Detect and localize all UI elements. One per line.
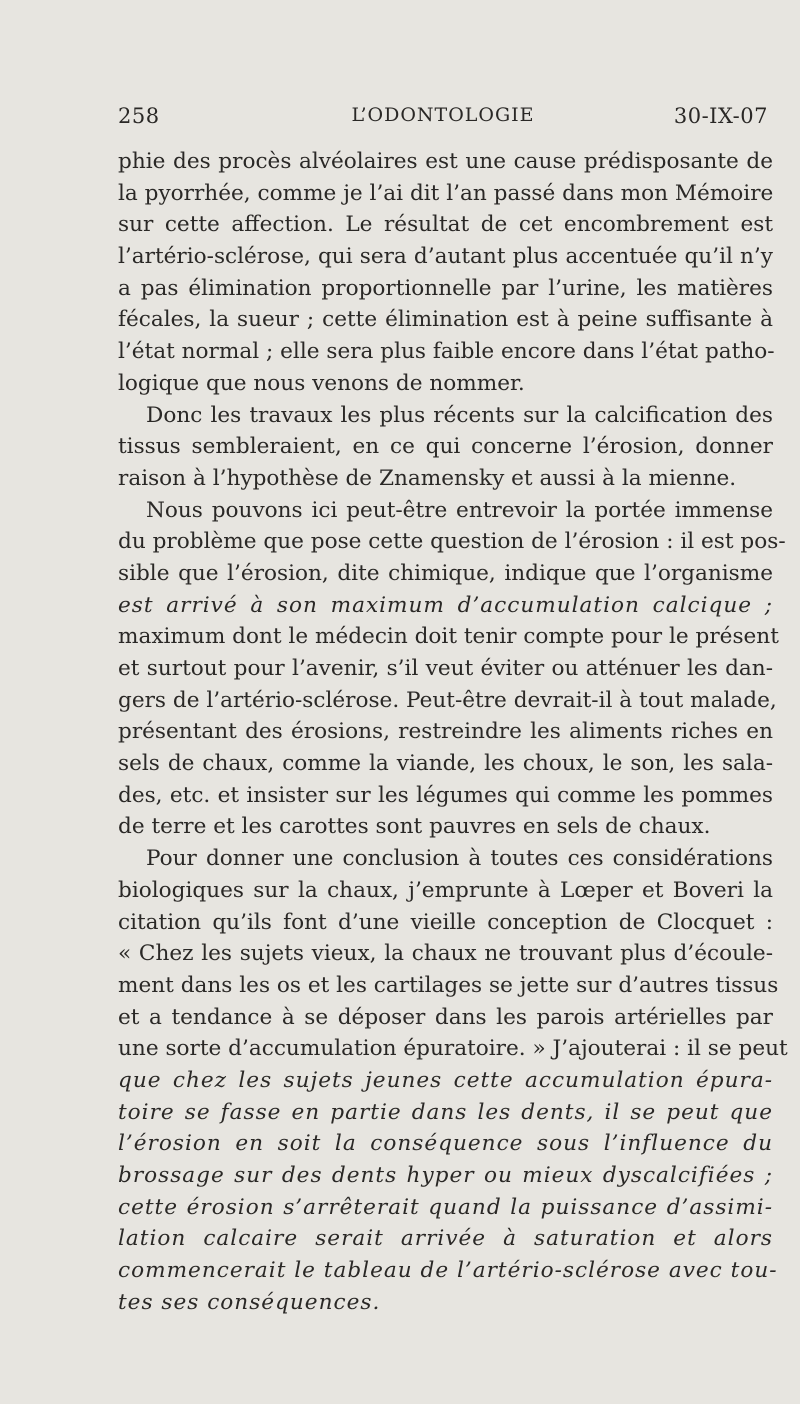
text-line: est arrivé à son maximum d’accumulation calcique ; [118, 592, 773, 618]
text-line: biologiques sur la chaux, j’emprunte à Lœper et Boveri la [118, 877, 773, 903]
text-line: sels de chaux, comme la viande, les choux, le son, les sala- [118, 751, 773, 777]
text-line: logique que nous venons de nommer. [118, 370, 525, 396]
body-text [118, 146, 788, 1318]
text-line: de terre et les carottes sont pauvres en sels de chaux. [118, 814, 711, 840]
text-line: présentant des érosions, restreindre les aliments riches en [118, 719, 773, 745]
running-header [118, 104, 768, 138]
text-line: gers de l’artério-sclérose. Peut-être devrait-il à tout malade, [118, 687, 777, 713]
text-line: citation qu’ils font d’une vieille conception de Clocquet : [118, 909, 773, 935]
text-line: a pas élimination proportionnelle par l’urine, les matières [118, 275, 773, 301]
text-line: lation calcaire serait arrivée à saturation et alors [118, 1226, 773, 1252]
text-line: tissus sembleraient, en ce qui concerne l’érosion, donner [118, 434, 773, 460]
text-line: Nous pouvons ici peut-être entrevoir la portée immense [146, 497, 773, 523]
text-line: commencerait le tableau de l’artério-sclérose avec tou- [118, 1258, 778, 1284]
text-line: maximum dont le médecin doit tenir compte pour le présent [118, 624, 779, 650]
journal-title: L’ODONTOLOGIE [351, 104, 535, 126]
page-number: 258 [118, 104, 160, 128]
text-line: toire se fasse en partie dans les dents, il se peut que [118, 1099, 773, 1125]
text-line: l’érosion en soit la conséquence sous l’influence du [118, 1131, 773, 1157]
text-line: la pyorrhée, comme je l’ai dit l’an passé dans mon Mémoire [118, 180, 774, 206]
text-line: et a tendance à se déposer dans les parois artérielles par [118, 1004, 773, 1030]
text-line: sible que l’érosion, dite chimique, indique que l’organisme [118, 560, 773, 586]
text-line: fécales, la sueur ; cette élimination est à peine suffisante à [118, 307, 773, 333]
text-line: du problème que pose cette question de l’érosion : il est pos- [118, 529, 786, 555]
text-line: tes ses conséquences. [118, 1289, 381, 1315]
issue-date: 30-IX-07 [673, 104, 768, 128]
text-line: sur cette affection. Le résultat de cet encombrement est [118, 212, 773, 238]
text-line: l’état normal ; elle sera plus faible encore dans l’état patho- [118, 339, 775, 365]
text-line: ment dans les os et les cartilages se jette sur d’autres tissus [118, 972, 779, 998]
text-line: l’artério-sclérose, qui sera d’autant plus accentuée qu’il n’y [118, 244, 773, 270]
text-line: que chez les sujets jeunes cette accumulation épura- [118, 1067, 773, 1093]
text-line: des, etc. et insister sur les légumes qui comme les pommes [118, 782, 773, 808]
text-line: cette érosion s’arrêterait quand la puissance d’assimi- [118, 1194, 773, 1220]
text-line: brossage sur des dents hyper ou mieux dyscalcifiées ; [118, 1163, 773, 1188]
text-line: Donc les travaux les plus récents sur la calcification des [146, 402, 773, 428]
text-line: « Chez les sujets vieux, la chaux ne trouvant plus d’écoule- [118, 941, 773, 967]
text-line: une sorte d’accumulation épuratoire. » J’ajouterai : il se peut [118, 1036, 788, 1062]
text-line: Pour donner une conclusion à toutes ces considérations [146, 846, 773, 872]
text-line: et surtout pour l’avenir, s’il veut éviter ou atténuer les dan- [118, 656, 773, 681]
text-line: phie des procès alvéolaires est une cause prédisposante de [118, 149, 773, 174]
text-line: raison à l’hypothèse de Znamensky et aussi à la mienne. [118, 465, 737, 491]
